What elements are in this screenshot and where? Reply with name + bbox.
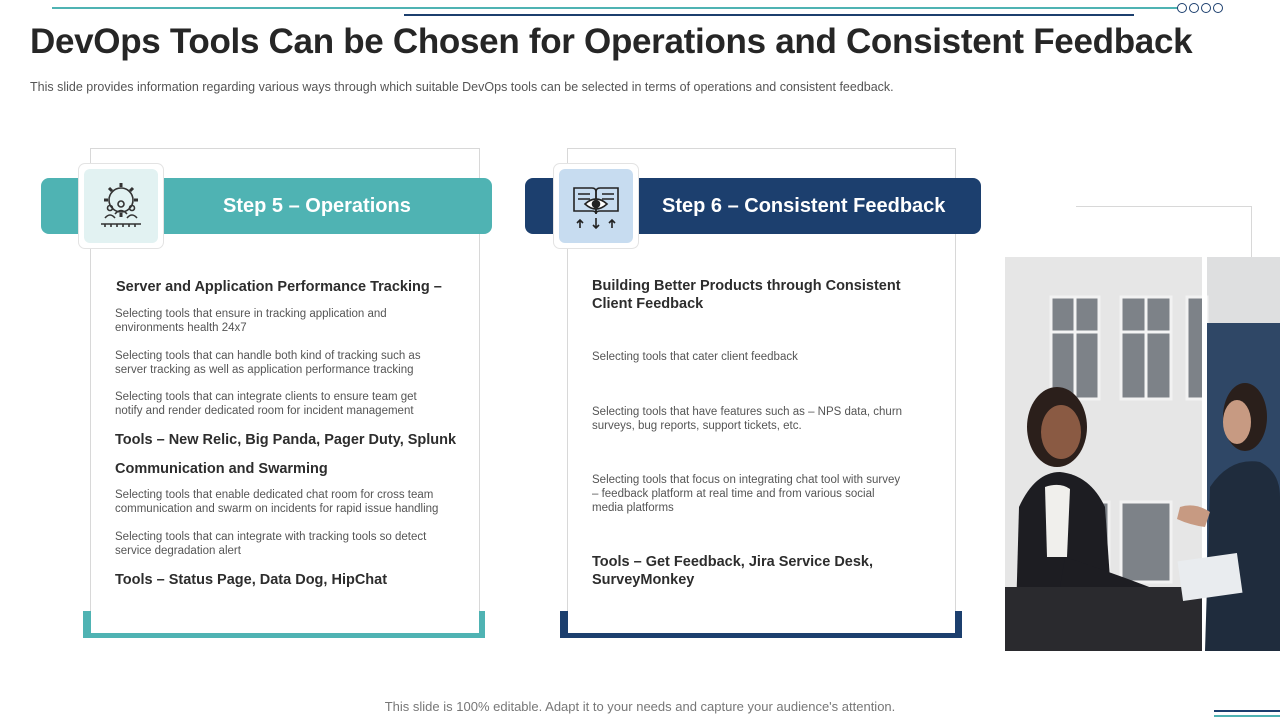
step6-icon-box (554, 164, 638, 248)
step6-item-1: Selecting tools that cater client feedback (592, 351, 798, 363)
step5-heading-tracking: Server and Application Performance Tracking – (116, 279, 442, 295)
step5-item-5: Selecting tools that can integrate with tracking tools so detect service degradation alert (115, 531, 427, 557)
top-accent-line (52, 7, 1182, 9)
corner-accent-line-secondary (1214, 715, 1280, 717)
top-accent-line-secondary (404, 14, 1134, 16)
step5-item-1: Selecting tools that ensure in tracking application and environments health 24x7 (115, 308, 387, 334)
step5-item-2: Selecting tools that can handle both kind of tracking such as server tracking as well as application performance tracking (115, 350, 421, 376)
gear-team-icon (93, 178, 149, 234)
step5-item-4: Selecting tools that enable dedicated chat room for cross team communication and swarm on incidents for rapid issue handling (115, 489, 439, 515)
step5-tools-1: Tools – New Relic, Big Panda, Pager Duty, Splunk (115, 432, 457, 448)
office-photo (1005, 257, 1280, 651)
decorative-dots (1177, 3, 1223, 13)
slide-title: DevOps Tools Can be Chosen for Operations and Consistent Feedback (30, 22, 1193, 61)
step5-item-3: Selecting tools that can integrate clients to ensure team get notify and render dedicated room for incident management (115, 391, 417, 417)
step6-title: Step 6 – Consistent Feedback (662, 194, 946, 217)
step5-title: Step 5 – Operations (223, 194, 411, 217)
step6-content (592, 277, 932, 589)
slide-subtitle: This slide provides information regarding various ways through which suitable DevOps tools can be selected in terms of operations and consistent feedback. (30, 80, 894, 94)
footer-note: This slide is 100% editable. Adapt it to your needs and capture your audience's attention. (384, 699, 896, 714)
corner-accent-line (1214, 710, 1280, 712)
step6-tools: Tools – Get Feedback, Jira Service Desk, SurveyMonkey (592, 554, 874, 588)
step5-icon-box (79, 164, 163, 248)
step5-tools-2: Tools – Status Page, Data Dog, HipChat (115, 572, 388, 588)
step6-heading: Building Better Products through Consistent Client Feedback (592, 278, 901, 312)
step5-content (115, 278, 470, 589)
step5-heading-communication: Communication and Swarming (115, 461, 328, 477)
step6-item-2: Selecting tools that have features such as – NPS data, churn surveys, bug reports, support tickets, etc. (592, 406, 903, 432)
step6-item-3: Selecting tools that focus on integrating chat tool with survey – feedback platform at real time and from various social media platforms (592, 474, 901, 514)
book-eye-icon (568, 178, 624, 234)
